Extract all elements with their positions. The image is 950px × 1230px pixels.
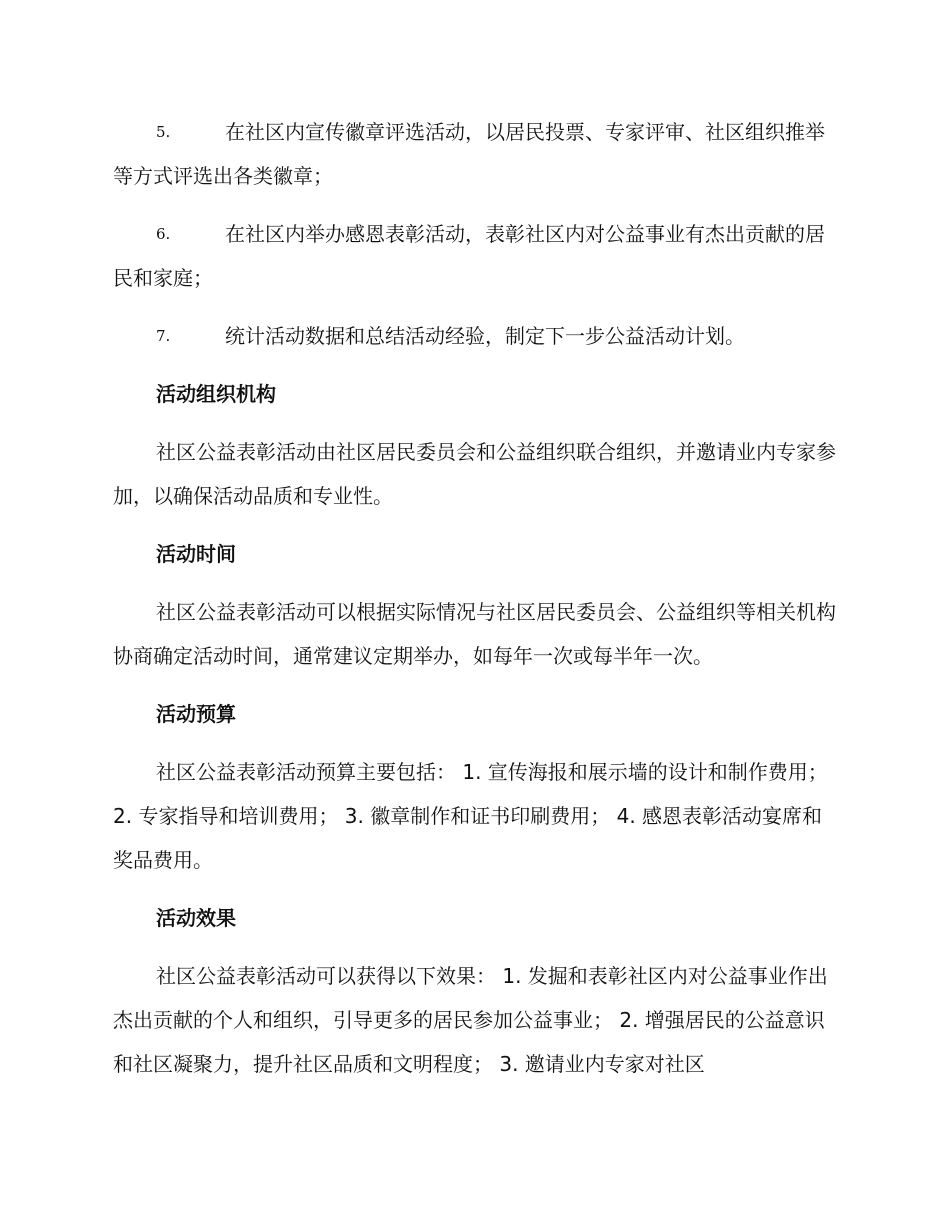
list-item-7	[113, 314, 839, 358]
section-body-organization: 社区公益表彰活动由社区居民委员会和公益组织联合组织，并邀请业内专家参加，以确保活动品质和专业性。	[113, 440, 836, 508]
section-body-time: 社区公益表彰活动可以根据实际情况与社区居民委员会、公益组织等相关机构协商确定活动时间，通常建议定期举办，如每年一次或每半年一次。	[113, 600, 836, 668]
section-heading-organization: 活动组织机构	[156, 382, 276, 406]
list-item-text: 在社区内宣传徽章评选活动，以居民投票、专家评审、社区组织推举等方式评选出各类徽章；	[113, 120, 825, 188]
list-item-6	[113, 212, 839, 300]
section-heading-effect: 活动效果	[156, 906, 236, 930]
list-item-text: 统计活动数据和总结活动经验，制定下一步公益活动计划。	[225, 324, 745, 348]
section-heading-time: 活动时间	[156, 542, 236, 566]
section-heading-budget: 活动预算	[156, 702, 236, 726]
list-number: 5.	[156, 123, 171, 141]
list-item-text: 在社区内举办感恩表彰活动，表彰社区内对公益事业有杰出贡献的居民和家庭；	[113, 222, 825, 290]
section-body-effect: 社区公益表彰活动可以获得以下效果： 1. 发掘和表彰社区内对公益事业作出杰出贡献的个人和组织，引导更多的居民参加公益事业； 2. 增强居民的公益意识和社区凝聚力，提升社区品质和文明程度； 3. 邀请业内专家对社区	[113, 964, 828, 1076]
list-number: 6.	[156, 225, 171, 243]
list-item-5	[113, 110, 839, 198]
document-page	[113, 110, 839, 1100]
list-number: 7.	[156, 327, 171, 345]
section-body-budget: 社区公益表彰活动预算主要包括： 1. 宣传海报和展示墙的设计和制作费用； 2. 专家指导和培训费用； 3. 徽章制作和证书印刷费用； 4. 感恩表彰活动宴席和奖品费用。	[113, 760, 828, 872]
